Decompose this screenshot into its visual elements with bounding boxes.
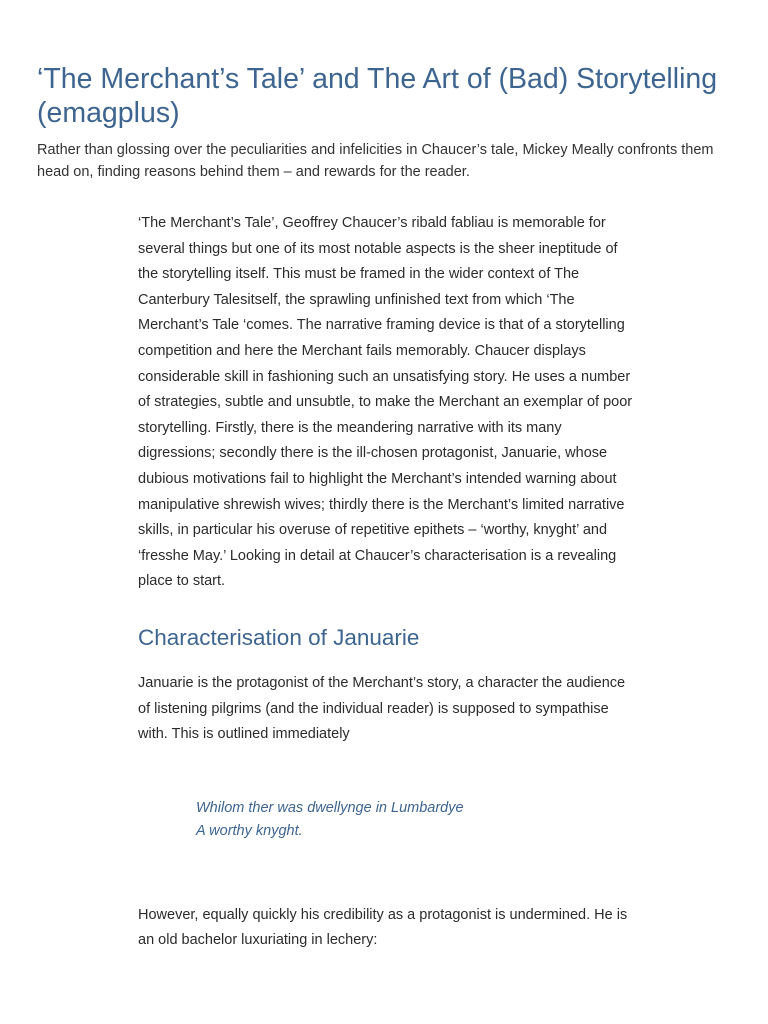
article-body	[138, 211, 638, 954]
intro-paragraph: ‘The Merchant’s Tale’, Geoffrey Chaucer’s ribald fabliau is memorable for several things but one of its most notable aspects is the sheer ineptitude of the storytelling itself. This must be framed in the wider context of The Canterbury Talesitself, the sprawling unfinished text from which ‘The Merchant’s Tale ‘comes. The narrative framing device is that of a storytelling competition and here the Merchant fails memorably. Chaucer displays considerable skill in fashioning such an unsatisfying story. He uses a number of strategies, subtle and unsubtle, to make the Merchant an exemplar of poor storytelling. Firstly, there is the meandering narrative with its many digressions; secondly there is the ill-chosen protagonist, Januarie, whose dubious motivations fail to highlight the Merchant’s intended warning about manipulative shrewish wives; thirdly there is the Merchant’s limited narrative skills, in particular his overuse of repetitive epithets – ‘worthy, knyght’ and ‘fresshe May.’ Looking in detail at Chaucer’s characterisation is a revealing place to start.	[138, 215, 633, 590]
quote-line: A worthy knyght.	[196, 822, 303, 839]
quote-line: Whilom ther was dwellynge in Lumbardye	[196, 799, 464, 816]
closing-paragraph: However, equally quickly his credibility as a protagonist is undermined. He is an old bachelor luxuriating in lechery:	[138, 906, 628, 949]
verse-quote	[196, 797, 638, 843]
article-standfirst: Rather than glossing over the peculiarities and infelicities in Chaucer’s tale, Mickey Meally confronts them head on, finding reasons behind them – and rewards for the reader.	[37, 142, 714, 180]
section-paragraph: Januarie is the protagonist of the Merchant’s story, a character the audience of listening pilgrims (and the individual reader) is supposed to sympathise with. This is outlined immediately	[138, 674, 626, 743]
article-title: ‘The Merchant’s Tale’ and The Art of (Bad) Storytelling (emagplus)	[37, 63, 718, 129]
section-heading: Characterisation of Januarie	[138, 624, 420, 650]
